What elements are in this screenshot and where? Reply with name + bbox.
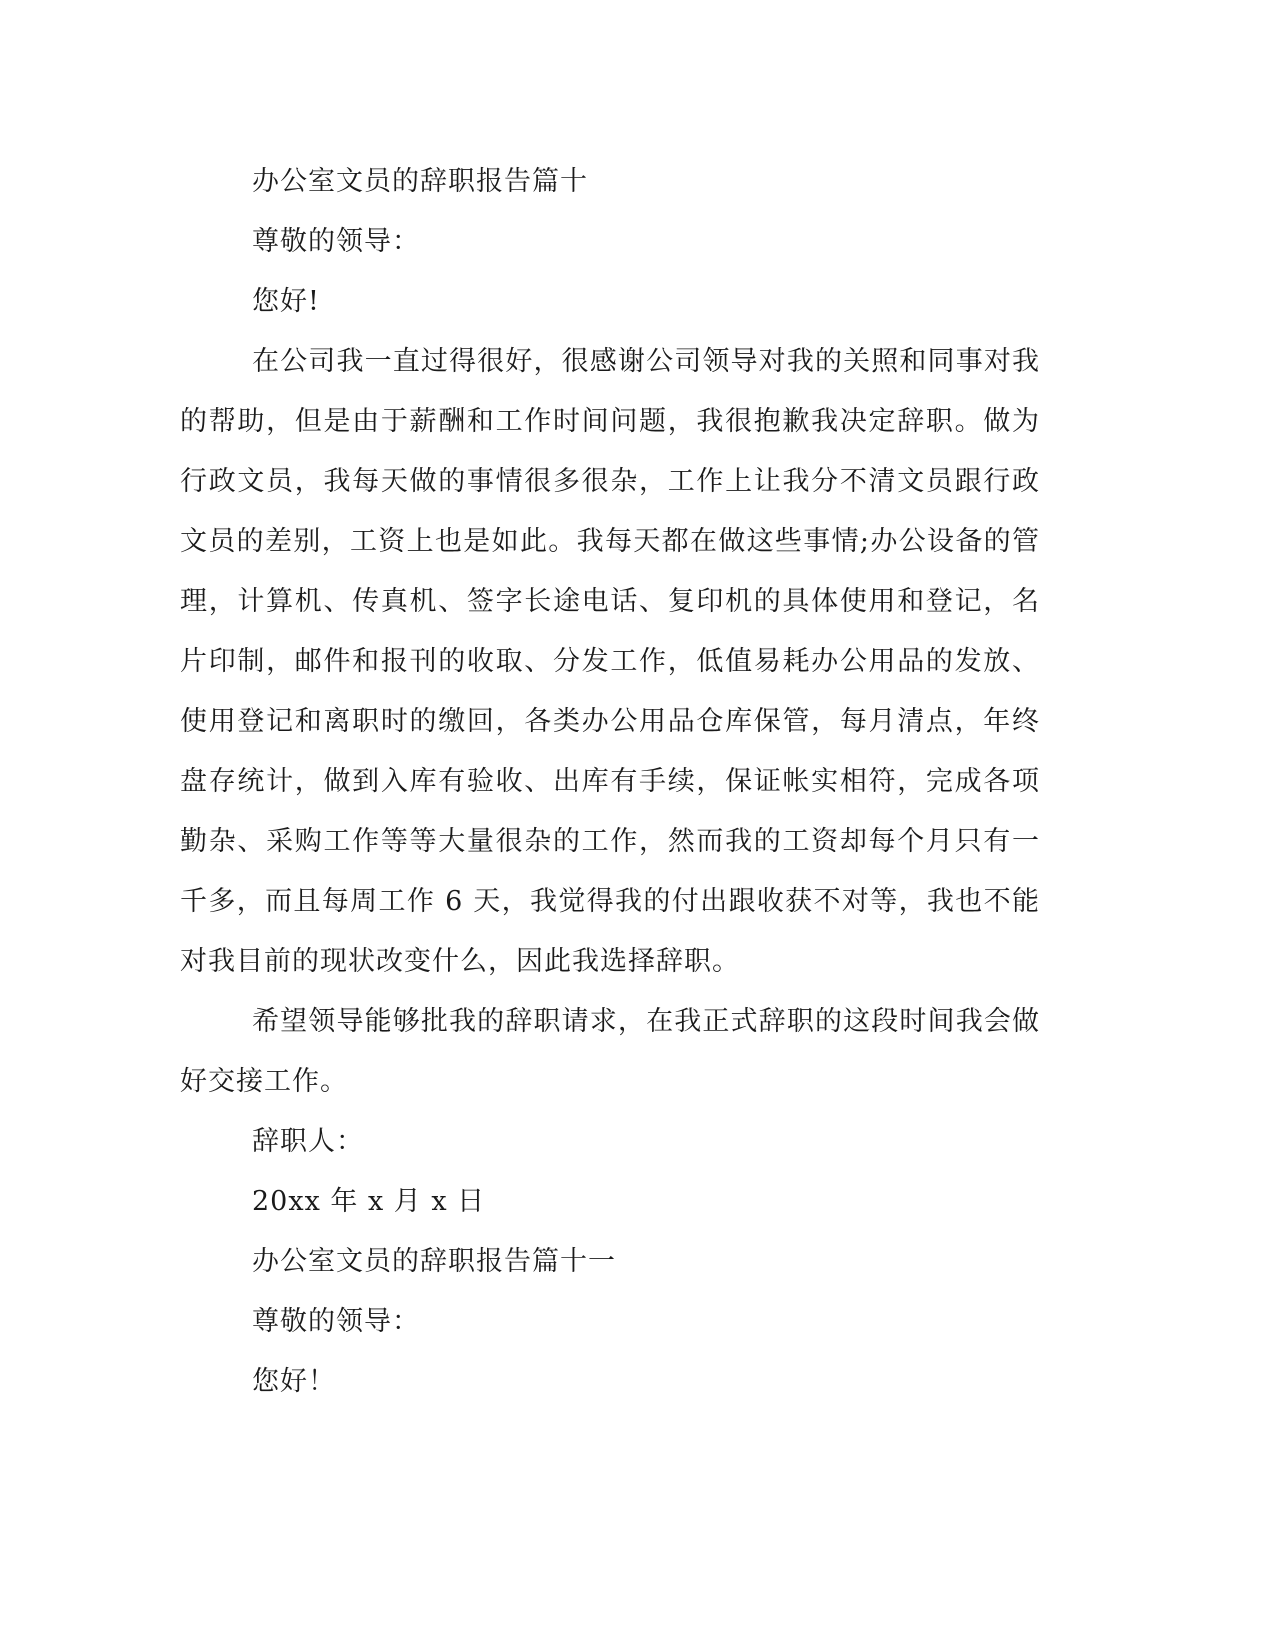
signature-label: 辞职人： [252,1126,364,1157]
section-title: 办公室文员的辞职报告篇十一 [252,1246,616,1277]
body-paragraph: 希望领导能够批我的辞职请求，在我正式辞职的这段时间我会做好交接工作。 [180,1006,1040,1097]
greeting: 您好！ [252,1366,336,1397]
salutation: 尊敬的领导： [252,226,420,257]
section-title: 办公室文员的辞职报告篇十 [252,166,588,197]
document-content [180,152,1040,1412]
body-paragraph: 在公司我一直过得很好，很感谢公司领导对我的关照和同事对我的帮助，但是由于薪酬和工作时间问题，我很抱歉我决定辞职。做为行政文员，我每天做的事情很多很杂，工作上让我分不清文员跟行政文员的差别，工资上也是如此。我每天都在做这些事情;办公设备的管理，计算机、传真机、签字长途电话、复印机的具体使用和登记，名片印制，邮件和报刊的收取、分发工作，低值易耗办公用品的发放、使用登记和离职时的缴回，各类办公用品仓库保管，每月清点，年终盘存统计，做到入库有验收、出库有手续，保证帐实相符，完成各项勤杂、采购工作等等大量很杂的工作，然而我的工资却每个月只有一千多，而且每周工作 6 天，我觉得我的付出跟收获不对等，我也不能对我目前的现状改变什么，因此我选择辞职。 [180,346,1040,977]
date-line: 20xx 年 x 月 x 日 [252,1186,486,1217]
salutation: 尊敬的领导： [252,1306,420,1337]
greeting: 您好! [252,286,320,317]
